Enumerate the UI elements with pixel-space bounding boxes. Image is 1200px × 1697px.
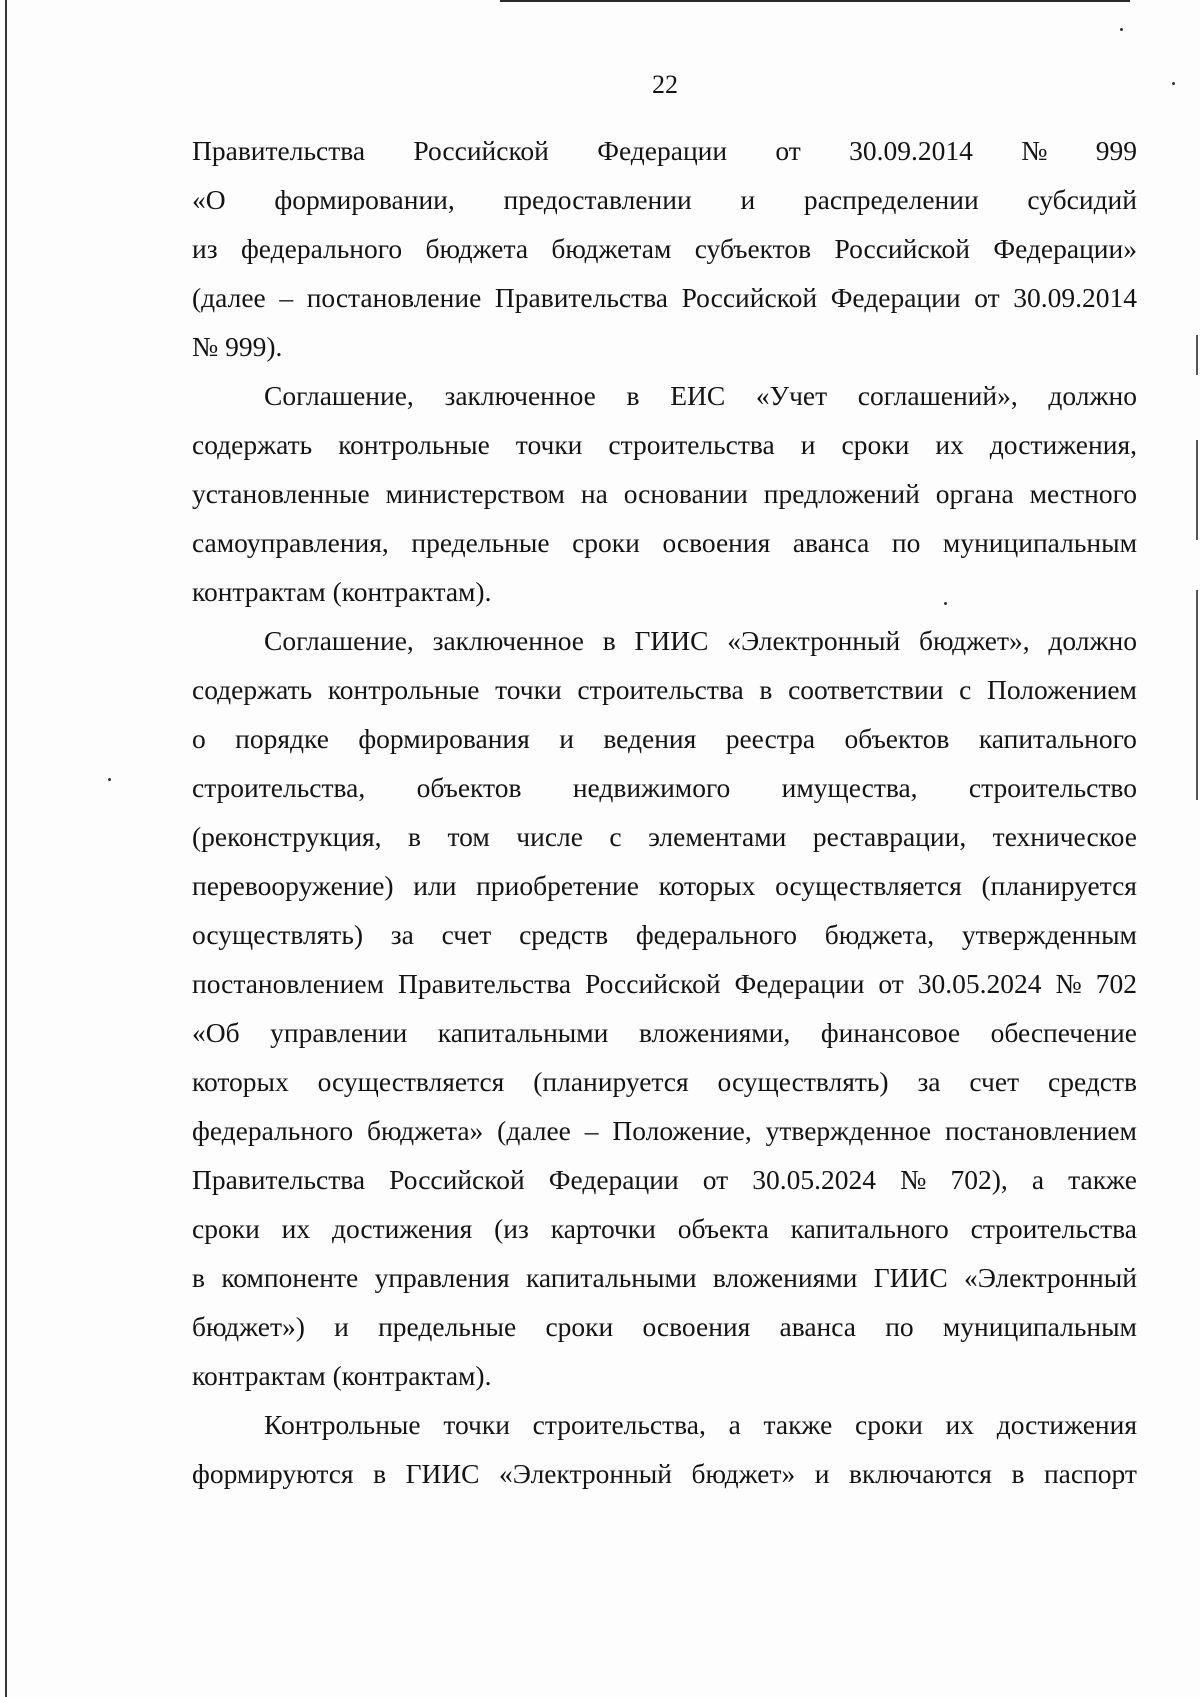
word: с (609, 821, 622, 852)
word: которых (192, 1066, 289, 1097)
word: аванса (792, 527, 870, 558)
word: с (959, 674, 972, 705)
word: вложениями (712, 1262, 858, 1293)
paragraph (192, 371, 1137, 616)
word: средств (1047, 1066, 1137, 1097)
word: бюджетам (551, 233, 672, 264)
word: их (945, 1409, 974, 1440)
word: основании (623, 478, 748, 509)
word: от (878, 968, 904, 999)
word: ГИИС (873, 1262, 948, 1293)
word: (планируется (533, 1066, 689, 1097)
word: объектов (416, 772, 522, 803)
word: «Учет (755, 380, 828, 411)
word: объекта (677, 1213, 769, 1244)
word: заключенное (432, 625, 584, 656)
word: управлении (270, 1017, 408, 1048)
word: управления (374, 1262, 510, 1293)
word: за (390, 919, 414, 950)
word: Соглашение, (264, 380, 414, 411)
text-line (192, 1253, 1137, 1302)
word: федерального (635, 919, 797, 950)
word: в (1011, 1458, 1025, 1489)
word: на (580, 478, 608, 509)
word: Положение, (612, 1115, 752, 1146)
word: Контрольные (264, 1409, 421, 1440)
word: техническое (992, 821, 1137, 852)
word: и (334, 1311, 349, 1342)
word: органа (935, 478, 1014, 509)
word: из (192, 233, 218, 264)
word: Российской (389, 1164, 525, 1195)
paragraph (192, 1400, 1137, 1498)
word: федерального (192, 1115, 354, 1146)
word: утвержденное (765, 1115, 932, 1146)
word: распределении (803, 184, 979, 215)
word: Федерации» (993, 233, 1137, 264)
word: компоненте (221, 1262, 359, 1293)
word: обеспечение (990, 1017, 1137, 1048)
text-line (192, 1057, 1137, 1106)
text-line (192, 469, 1137, 518)
text-line (192, 1106, 1137, 1155)
text-line (192, 1155, 1137, 1204)
word: их (281, 1213, 311, 1244)
word: строительства, (192, 772, 366, 803)
word: (из (494, 1213, 529, 1244)
page-number: 22 (652, 70, 678, 99)
word: капитальными (437, 1017, 609, 1048)
word: – (584, 1115, 599, 1146)
word: Российской (585, 968, 721, 999)
word: содержать (192, 674, 313, 705)
word: предельные (378, 1311, 517, 1342)
word: содержать (192, 429, 313, 460)
word: самоуправления, (192, 527, 389, 558)
word: Федерации (597, 135, 728, 166)
word: карточки (550, 1213, 656, 1244)
word: 702), (950, 1164, 1008, 1195)
word: «О (192, 184, 226, 215)
word: Правительства (397, 968, 572, 999)
word: которых (658, 870, 756, 901)
word: установленные (192, 478, 370, 509)
scan-edge-right (1196, 590, 1198, 800)
word: Правительства (192, 1164, 366, 1195)
word: Российской (681, 282, 818, 313)
word: Соглашение, (264, 625, 414, 656)
word: также (763, 1409, 833, 1440)
word: 30.09.2014 (849, 135, 973, 166)
word: приобретение (476, 870, 639, 901)
text-line (192, 1400, 1137, 1449)
word: а (1031, 1164, 1045, 1195)
word: от (775, 135, 801, 166)
word: о (192, 723, 206, 754)
word: «Об (192, 1017, 240, 1048)
word: или (413, 870, 457, 901)
text-line (192, 420, 1137, 469)
word: заключенное (444, 380, 596, 411)
word: освоения (662, 527, 771, 558)
word: Положением (987, 674, 1137, 705)
word: в (373, 1458, 387, 1489)
word: № (900, 1164, 927, 1195)
word: от (702, 1164, 729, 1195)
scan-speck (108, 778, 111, 781)
word: министерством (385, 478, 565, 509)
word: сроки (192, 1213, 260, 1244)
word: субсидий (1027, 184, 1137, 215)
text-line (192, 273, 1137, 322)
word: их (935, 429, 964, 460)
word: бюджета, (824, 919, 935, 950)
word: 999 (1095, 135, 1137, 166)
line-text: контрактам (контрактам). (192, 1360, 492, 1391)
word: достижения (331, 1213, 473, 1244)
word: 30.09.2014 (1013, 282, 1137, 313)
text-line (192, 224, 1137, 273)
word: финансовое (820, 1017, 961, 1048)
text-line (192, 1008, 1137, 1057)
word: капитальными (525, 1262, 697, 1293)
word: осуществлять) (192, 919, 364, 950)
word: строительства (608, 429, 775, 460)
scan-edge-right (1196, 335, 1198, 375)
word: строительства, (532, 1409, 706, 1440)
word: в (602, 625, 616, 656)
word: точки (515, 429, 583, 460)
word: освоения (642, 1311, 751, 1342)
word: том (447, 821, 490, 852)
word: (далее (497, 1115, 571, 1146)
word: бюджет») (192, 1311, 305, 1342)
word: элементами (648, 821, 787, 852)
word: контрольные (327, 674, 480, 705)
text-line (192, 1302, 1137, 1351)
word: (реконструкция, (192, 821, 382, 852)
word: постановление (306, 282, 482, 313)
text-line (192, 1204, 1137, 1253)
word: паспорт (1043, 1458, 1137, 1489)
word: Правительства (192, 135, 366, 166)
word: местного (1029, 478, 1137, 509)
word: ГИИС (405, 1458, 480, 1489)
word: «Электронный (727, 625, 901, 656)
word: сроки (855, 1409, 923, 1440)
word: Федерации (734, 968, 865, 999)
text-line (192, 567, 1137, 616)
word: Федерации (830, 282, 961, 313)
word: (планируется (981, 870, 1137, 901)
word: – (279, 282, 294, 313)
text-line (192, 322, 1137, 371)
word: достижения (996, 1409, 1137, 1440)
scan-edge-top (500, 0, 1130, 2)
word: а (728, 1409, 741, 1440)
word: Федерации (548, 1164, 679, 1195)
word: счет (969, 1066, 1020, 1097)
word: аванса (779, 1311, 856, 1342)
word: муниципальным (942, 1311, 1137, 1342)
word: ведения (603, 723, 697, 754)
word: предложений (763, 478, 920, 509)
text-line (192, 371, 1137, 420)
text-line (192, 1449, 1137, 1498)
word: «Электронный (964, 1262, 1137, 1293)
word: осуществляется (775, 870, 962, 901)
word: в (759, 674, 773, 705)
word: осуществляется (317, 1066, 505, 1097)
word: точки (495, 674, 562, 705)
word: объектов (844, 723, 950, 754)
word: должно (1048, 625, 1137, 656)
word: и (559, 723, 574, 754)
word: капитального (790, 1213, 949, 1244)
word: ГИИС (634, 625, 709, 656)
word: № (1021, 135, 1048, 166)
word: 30.05.2024 (917, 968, 1042, 999)
text-line (192, 518, 1137, 567)
word: сроки (841, 429, 910, 460)
word: (далее (192, 282, 266, 313)
word: по (891, 527, 921, 558)
word: № (1055, 968, 1082, 999)
word: включаются (848, 1458, 992, 1489)
word: формирования (358, 723, 530, 754)
word: и (800, 429, 816, 460)
word: «Электронный (499, 1458, 672, 1489)
text-line (192, 763, 1137, 812)
word: от (974, 282, 1000, 313)
word: реставрации, (812, 821, 967, 852)
word: 30.05.2024 (752, 1164, 876, 1195)
word: и (814, 1458, 830, 1489)
word: строительство (968, 772, 1137, 803)
word: точки (443, 1409, 510, 1440)
text-line (192, 126, 1137, 175)
word: формируются (192, 1458, 354, 1489)
text-line (192, 714, 1137, 763)
word: Правительства (494, 282, 668, 313)
word: муниципальным (942, 527, 1137, 558)
word: недвижимого (572, 772, 731, 803)
word: предельные (411, 527, 550, 558)
word: капитального (978, 723, 1137, 754)
scan-speck (1120, 28, 1123, 31)
word: по (885, 1311, 914, 1342)
word: постановлением (944, 1115, 1137, 1146)
line-text: контрактам (контрактам). (192, 576, 492, 607)
word: перевооружение) (192, 870, 394, 901)
word: формировании, (274, 184, 455, 215)
paragraph (192, 616, 1137, 1400)
word: за (917, 1066, 941, 1097)
word: в (408, 821, 422, 852)
word: постановлением (192, 968, 384, 999)
text-line (192, 959, 1137, 1008)
word: и (740, 184, 756, 215)
word: реестра (725, 723, 816, 754)
word: в (192, 1262, 205, 1293)
word: предоставлении (503, 184, 692, 215)
text-line (192, 175, 1137, 224)
word: счет (441, 919, 492, 950)
line-text: № 999). (192, 331, 283, 362)
word: должно (1048, 380, 1137, 411)
word: Российской (413, 135, 549, 166)
word: бюджета (425, 233, 529, 264)
document-body (192, 126, 1137, 1498)
word: средств (519, 919, 609, 950)
text-line (192, 910, 1137, 959)
text-line (192, 812, 1137, 861)
word: соответствии (788, 674, 944, 705)
word: субъектов (694, 233, 812, 264)
word: имущества, (781, 772, 918, 803)
word: также (1068, 1164, 1137, 1195)
word: Российской (834, 233, 970, 264)
word: строительства (577, 674, 744, 705)
word: контрольные (338, 429, 490, 460)
word: сроки (545, 1311, 614, 1342)
word: вложениями, (638, 1017, 791, 1048)
word: строительства (970, 1213, 1137, 1244)
text-line (192, 861, 1137, 910)
word: ЕИС (670, 380, 726, 411)
word: осуществлять) (717, 1066, 889, 1097)
word: 702 (1095, 968, 1137, 999)
word: соглашений», (857, 380, 1018, 411)
word: бюджет» (691, 1458, 796, 1489)
word: утвержденным (961, 919, 1137, 950)
word: сроки (572, 527, 640, 558)
text-line (192, 665, 1137, 714)
word: бюджета» (367, 1115, 484, 1146)
word: числе (516, 821, 583, 852)
word: порядке (235, 723, 329, 754)
word: федерального (240, 233, 403, 264)
text-line (192, 616, 1137, 665)
scan-edge-right (1196, 440, 1198, 540)
word: достижения, (989, 429, 1137, 460)
word: в (626, 380, 640, 411)
scan-edge-left (5, 0, 7, 1697)
text-line (192, 1351, 1137, 1400)
word: бюджет», (918, 625, 1030, 656)
paragraph (192, 126, 1137, 371)
